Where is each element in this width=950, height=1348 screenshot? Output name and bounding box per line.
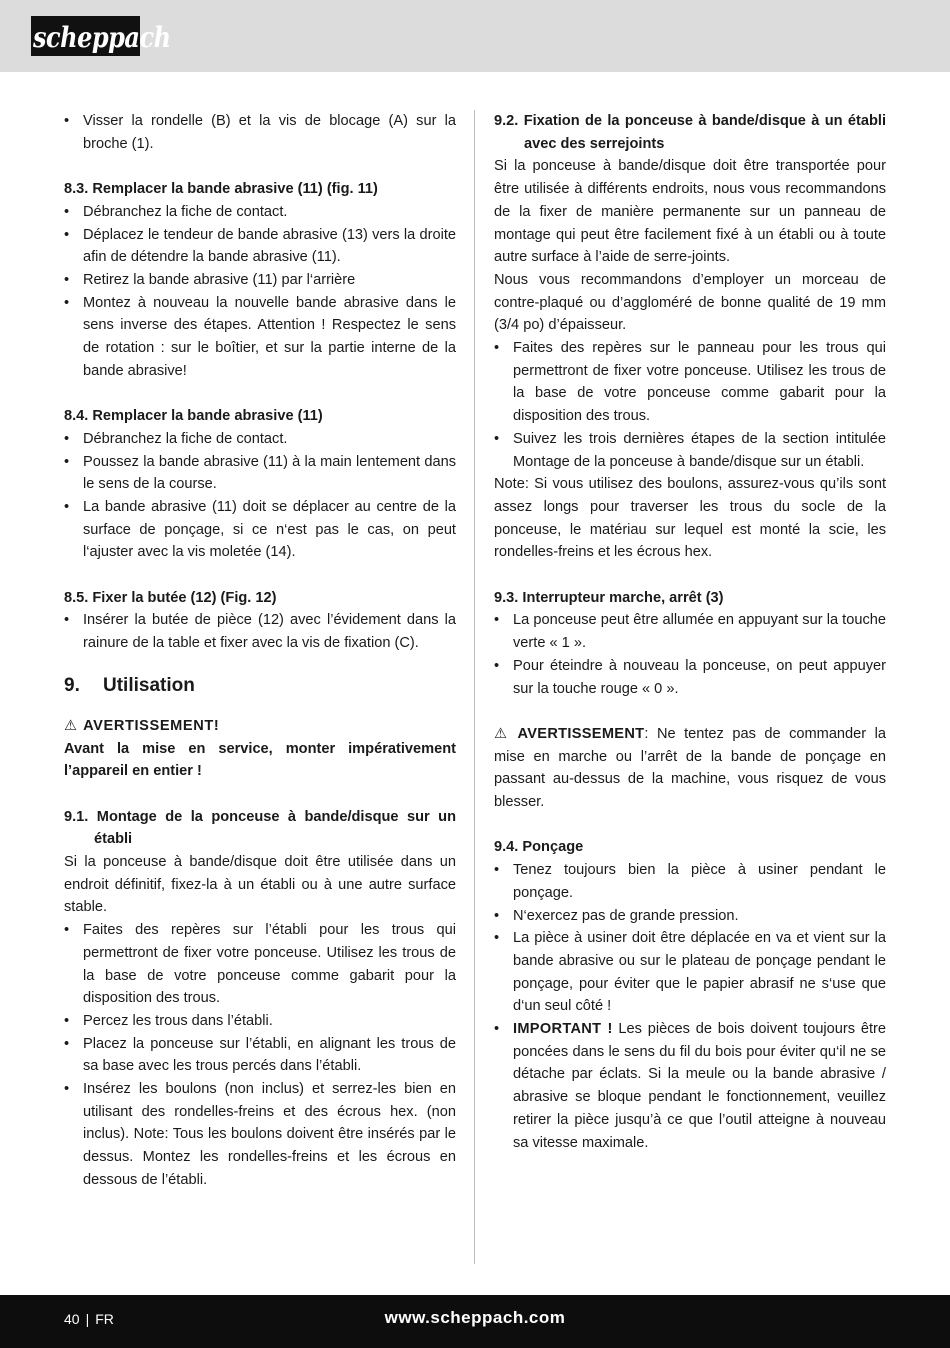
important-text: Les pièces de bois doivent toujours être poncées dans le sens du fil du bois pour éviter qu‘il ne se détache par éclats. Si la meule ou la bande abrasive / abrasive se bloque pendant le fonctionnement, veuillez retirer la pièce jusqu’à ce que l’outil atteigne à nouveau sa vitesse maximale. — [513, 1021, 887, 1151]
list-item: • La bande abrasive (11) doit se déplacer au centre de la surface de ponçage, si ce n‘est pas le cas, on peut l‘ajuster avec la vis moletée (14). — [64, 496, 456, 564]
header-band — [0, 0, 950, 72]
website-url: www.scheppach.com — [384, 1308, 566, 1327]
section-heading-9-3: 9.3. Interrupteur marche, arrêt (3) — [494, 589, 724, 606]
list-item-important — [494, 1018, 886, 1154]
chapter-title: Utilisation — [103, 674, 195, 696]
footer-bar — [0, 1295, 950, 1348]
section-heading-8-4: 8.4. Remplacer la bande abrasive (11) — [64, 408, 323, 425]
warning-icon: ⚠ — [64, 717, 78, 734]
chapter-heading — [64, 673, 456, 699]
language-code: FR — [95, 1311, 114, 1327]
list-item: • Percez les trous dans l’établi. — [64, 1010, 456, 1033]
list-item: • Déplacez le tendeur de bande abrasive (13) vers la droite afin de détendre la bande abrasive (11). — [64, 224, 456, 269]
list-item: • N‘exercez pas de grande pression. — [494, 905, 886, 928]
right-column — [494, 110, 886, 1154]
brand-logo: scheppach — [31, 16, 140, 56]
warning-label: AVERTISSEMENT — [517, 725, 645, 742]
list-item: • Insérez les boulons (non inclus) et serrez-les bien en utilisant des rondelles-freins et des écrous hex. (non inclus). Note: Tous les boulons doivent être insérés par le dessus. Montez les rondelles-freins et les écrous en dessous de l’établi. — [64, 1078, 456, 1192]
warning-icon: ⚠ — [494, 725, 508, 742]
list-item: • Suivez les trois dernières étapes de la section intitulée Montage de la ponceuse à bande/disque sur un établi. — [494, 428, 886, 473]
list-item: • Faites des repères sur le panneau pour les trous qui permettront de fixer votre ponceuse. Utilisez les trous de la base de votre ponceuse comme gabarit pour la disposition des trous. — [494, 337, 886, 428]
warning-text: : Ne tentez pas de commander la mise en marche ou l’arrêt de la bande de ponçage en passant au-dessus de la machine, vous risquez de vous blesser. — [494, 725, 886, 811]
warning-text: Avant la mise en service, monter impérativement l’appareil en entier ! — [64, 740, 456, 780]
list-item: • Placez la ponceuse sur l’établi, en alignant les trous de sa base avec les trous percés dans l’établi. — [64, 1033, 456, 1078]
list-item: • Insérer la butée de pièce (12) avec l’évidement dans la rainure de la table et fixer avec la vis de fixation (C). — [64, 609, 456, 654]
list-item: • Pour éteindre à nouveau la ponceuse, on peut appuyer sur la touche rouge « 0 ». — [494, 655, 886, 700]
paragraph: Nous vous recommandons d’employer un morceau de contre-plaqué ou d’aggloméré de bonne qualité de 19 mm (3/4 po) d’épaisseur. — [494, 271, 886, 334]
paragraph-note: Note: Si vous utilisez des boulons, assurez-vous qu’ils sont assez longs pour traverser les trous du socle de la ponceuse, le matériau sur lequel est monté la scie, les rondelles-freins et les écrous hex. — [494, 476, 886, 561]
list-item: • La pièce à usiner doit être déplacée en va et vient sur la bande abrasive ou sur le plateau de ponçage pendant le ponçage, pour éviter que le papier abrasif ne s‘use que d‘un seul côté ! — [494, 927, 886, 1018]
list-item: • Tenez toujours bien la pièce à usiner pendant le ponçage. — [494, 859, 886, 904]
left-column — [64, 110, 456, 1192]
list-item: • Faites des repères sur l’établi pour les trous qui permettront de fixer votre ponceuse. Utilisez les trous de la base de votre ponceuse comme gabarit pour la disposition des trous. — [64, 919, 456, 1010]
list-item: • Montez à nouveau la nouvelle bande abrasive dans le sens inverse des étapes. Attention ! Respectez le sens de rotation : sur le boîtier, et sur la partie interne de la bande abrasive! — [64, 292, 456, 383]
important-label: IMPORTANT ! — [513, 1021, 613, 1038]
warning-heading — [64, 715, 456, 738]
list-item: • Visser la rondelle (B) et la vis de blocage (A) sur la broche (1). — [64, 110, 456, 155]
warning-paragraph — [494, 723, 886, 814]
section-heading-9-2: 9.2. Fixation de la ponceuse à bande/disque à un établi avec des serrejoints — [494, 113, 886, 152]
list-item: • La ponceuse peut être allumée en appuyant sur la touche verte « 1 ». — [494, 609, 886, 654]
list-item: • Retirez la bande abrasive (11) par l‘arrière — [64, 269, 456, 292]
list-item: • Débranchez la fiche de contact. — [64, 428, 456, 451]
section-heading-8-3: 8.3. Remplacer la bande abrasive (11) (fig. 11) — [64, 181, 378, 198]
paragraph: Si la ponceuse à bande/disque doit être utilisée dans un endroit définitif, fixez-la à un établi ou à une autre surface stable. — [64, 854, 456, 916]
section-heading-9-4: 9.4. Ponçage — [494, 839, 584, 856]
section-heading-9-1: 9.1. Montage de la ponceuse à bande/disque sur un établi — [64, 808, 456, 848]
section-heading-8-5: 8.5. Fixer la butée (12) (Fig. 12) — [64, 589, 277, 606]
separator: | — [85, 1311, 90, 1327]
list-item: • Débranchez la fiche de contact. — [64, 201, 456, 224]
page-number: 40 — [64, 1311, 80, 1327]
warning-label: AVERTISSEMENT! — [83, 717, 220, 734]
chapter-number: 9. — [64, 674, 80, 696]
list-item: • Poussez la bande abrasive (11) à la main lentement dans le sens de la course. — [64, 451, 456, 496]
column-divider — [474, 110, 475, 1264]
paragraph: Si la ponceuse à bande/disque doit être transportée pour être utilisée à différents endroits, nous vous recommandons de la fixer de manière permanente sur un panneau de montage qui peut être facilement fixé à un établi ou à toute autre surface à l’aide de serre-joints. — [494, 158, 886, 266]
